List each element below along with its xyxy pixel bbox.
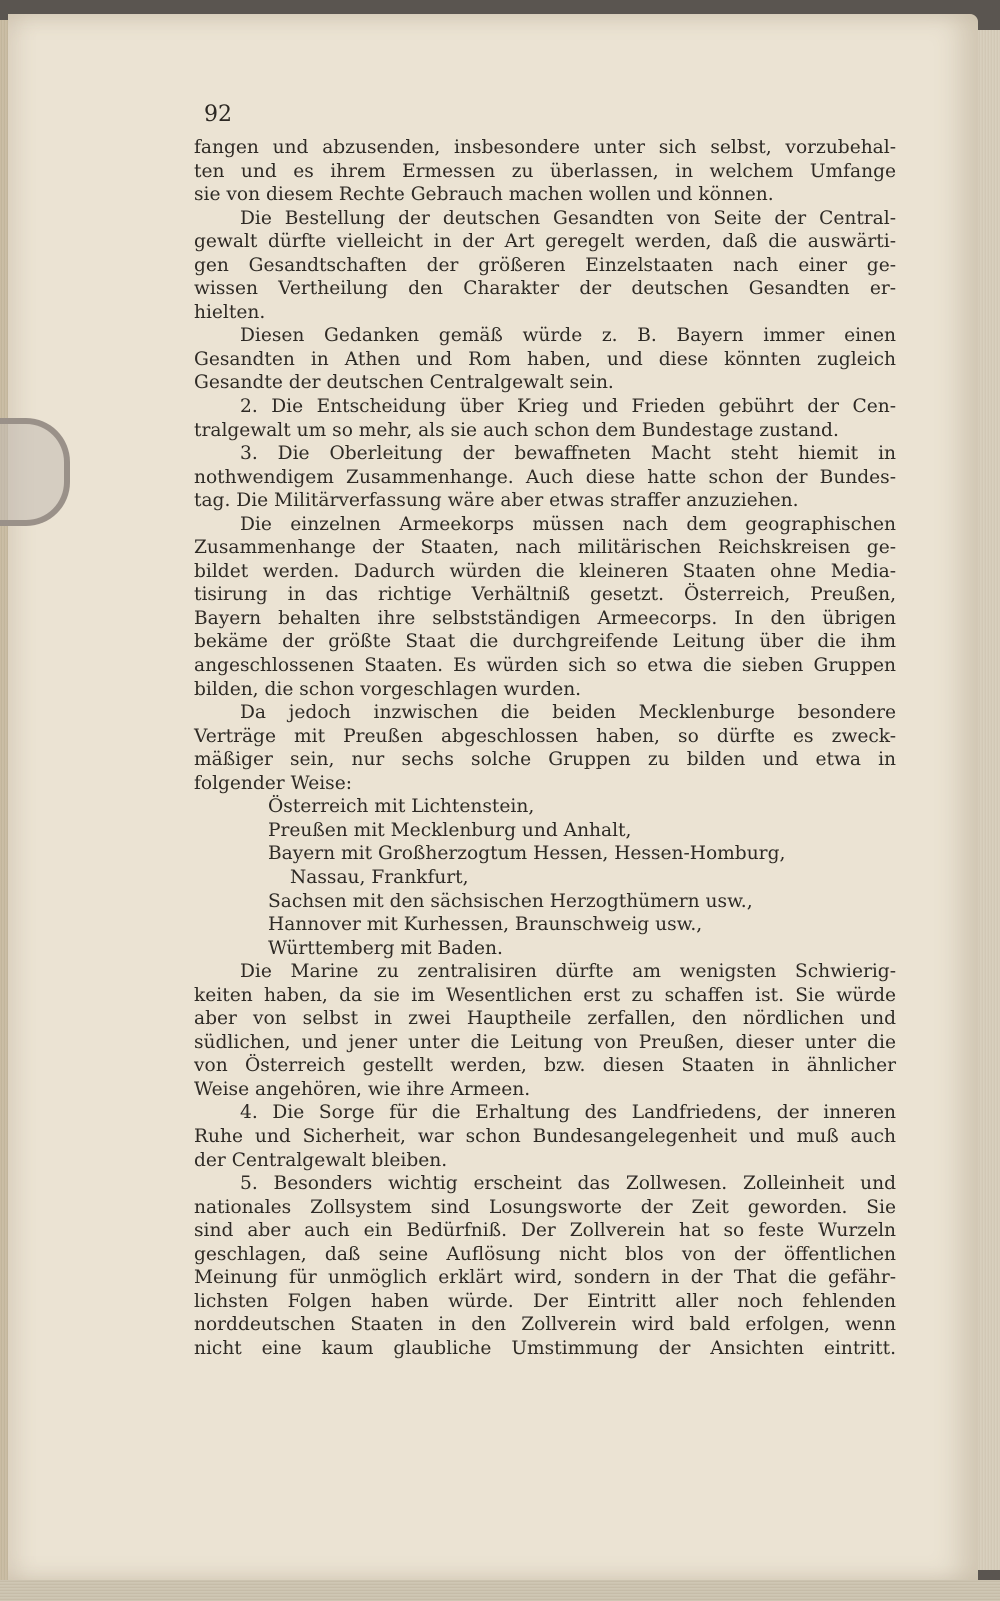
list-item: Preußen mit Mecklenburg und Anhalt, [268,819,632,841]
text-line: ten und es ihrem Ermessen zu überlassen, in welchem Umfange [194,160,896,182]
text-line: Bayern behalten ihre selbstständigen Armeecorps. In den übrigen [194,607,896,629]
text-line: von Österreich gestellt werden, bzw. diesen Staaten in ähnlicher [194,1055,896,1077]
text-line: 3. Die Oberleitung der bewaffneten Macht steht hiemit in [240,443,896,465]
text-line: Gesandten in Athen und Rom haben, und diese könnten zugleich [194,348,896,370]
text-line: gewalt dürfte vielleicht in der Art geregelt werden, daß die auswärti- [194,231,896,253]
text-line: fangen und abzusenden, insbesondere unter sich selbst, vorzubehal- [194,137,896,158]
text-line: Gesandte der deutschen Centralgewalt sein. [194,372,614,394]
text-line: Meinung für unmöglich erklärt wird, sondern in der That die gefähr- [194,1267,896,1289]
list-item: Sachsen mit den sächsischen Herzogthümern usw., [268,890,753,912]
text-line: 4. Die Sorge für die Erhaltung des Landfriedens, der inneren [240,1102,896,1124]
text-line: Da jedoch inzwischen die beiden Mecklenburge besondere [240,702,896,724]
page-clip [0,418,70,526]
list-item: Württemberg mit Baden. [268,937,503,959]
text-line: geschlagen, daß seine Auflösung nicht blos von der öffentlichen [194,1243,896,1265]
text-line: 5. Besonders wichtig erscheint das Zollwesen. Zolleinheit und [240,1173,896,1195]
text-line: bilden, die schon vorgeschlagen wurden. [194,678,582,700]
text-line: tralgewalt um so mehr, als sie auch schon dem Bundestage zustand. [194,419,839,441]
text-line: norddeutschen Staaten in den Zollverein wird bald erfolgen, wenn [194,1314,896,1336]
text-line: 2. Die Entscheidung über Krieg und Frieden gebührt der Cen- [240,396,896,418]
page-edge-right [978,30,1000,1570]
text-line: südlichen, und jener unter die Leitung von Preußen, dieser unter die [194,1031,896,1053]
text-line: bildet werden. Dadurch würden die kleineren Staaten ohne Media- [194,560,896,582]
text-line: aber von selbst in zwei Hauptheile zerfallen, den nördlichen und [194,1008,896,1030]
page-edge-bottom [0,1580,1000,1601]
text-line: der Centralgewalt bleiben. [194,1149,448,1171]
text-line: sie von diesem Rechte Gebrauch machen wollen und können. [194,184,774,206]
text-line: Zusammenhange der Staaten, nach militärischen Reichskreisen ge- [194,537,896,559]
text-line: Weise angehören, wie ihre Armeen. [194,1078,531,1100]
text-line: Verträge mit Preußen abgeschlossen haben, so dürfte es zweck- [194,725,896,747]
text-line: nicht eine kaum glaubliche Umstimmung der Ansichten eintritt. [194,1337,896,1359]
text-line: bekäme der größte Staat die durchgreifende Leitung über die ihm [194,631,896,653]
text-line: Diesen Gedanken gemäß würde z. B. Bayern immer einen [240,325,896,347]
list-item: Österreich mit Lichtenstein, [268,796,535,818]
text-line: Die Marine zu zentralisiren dürfte am wenigsten Schwierig- [240,961,896,983]
text-line: Ruhe und Sicherheit, war schon Bundesangelegenheit und muß auch [194,1125,896,1147]
list-item: Hannover mit Kurhessen, Braunschweig usw., [268,914,703,936]
text-line: nothwendigem Zusammenhange. Auch diese hatte schon der Bundes- [194,466,896,488]
list-item: Bayern mit Großherzogtum Hessen, Hessen-Homburg, [268,843,786,865]
text-line: tag. Die Militärverfassung wäre aber etwas straffer anzuziehen. [194,490,799,512]
list-item: Nassau, Frankfurt, [290,866,469,888]
page-number: 92 [204,102,232,127]
text-line: nationales Zollsystem sind Losungsworte der Zeit geworden. Sie [194,1196,896,1218]
text-line: wissen Vertheilung den Charakter der deutschen Gesandten er- [194,278,896,300]
text-line: folgender Weise: [194,772,352,794]
text-line: lichsten Folgen haben würde. Der Eintritt aller noch fehlenden [194,1290,896,1312]
text-line: mäßiger sein, nur sechs solche Gruppen zu bilden und etwa in [194,749,896,771]
text-line: keiten haben, da sie im Wesentlichen erst zu schaffen ist. Sie würde [194,984,896,1006]
text-line: gen Gesandtschaften der größeren Einzelstaaten nach einer ge- [194,254,896,276]
text-line: tisirung in das richtige Verhältniß gesetzt. Österreich, Preußen, [194,584,896,606]
body-text [194,136,896,1360]
text-line: Die einzelnen Armeekorps müssen nach dem geographischen [240,513,896,535]
text-line: sind aber auch ein Bedürfniß. Der Zollverein hat so feste Wurzeln [194,1220,896,1242]
text-line: angeschlossenen Staaten. Es würden sich so etwa die sieben Gruppen [194,655,896,677]
text-line: Die Bestellung der deutschen Gesandten von Seite der Central- [240,207,896,229]
text-line: hielten. [194,301,266,323]
